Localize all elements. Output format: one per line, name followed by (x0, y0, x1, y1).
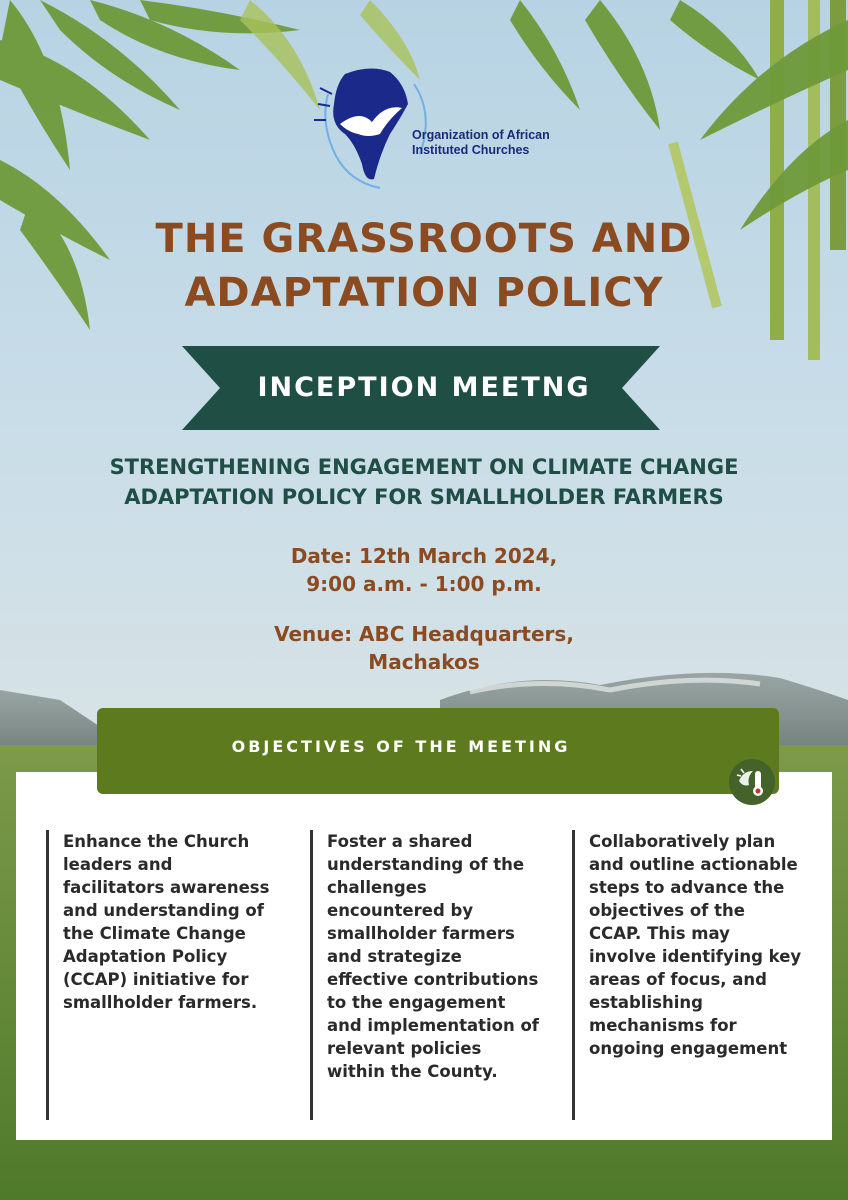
objective-2-line: challenges (327, 878, 427, 897)
objective-1-line: and understanding of (63, 901, 264, 920)
title-line1: THE GRASSROOTS AND (155, 216, 693, 262)
subtitle-line2: ADAPTATION POLICY FOR SMALLHOLDER FARMERS (124, 485, 724, 509)
objective-2-line: relevant policies (327, 1039, 482, 1058)
ribbon-label: INCEPTION MEETNG (257, 372, 591, 403)
title-line2: ADAPTATION POLICY (184, 270, 664, 316)
event-subtitle (40, 452, 808, 512)
objective-3-line: involve identifying key (589, 947, 802, 966)
venue-line1: Venue: ABC Headquarters, (274, 622, 574, 646)
objectives-title: OBJECTIVES OF THE MEETING (231, 737, 571, 756)
organization-name-line1: Organization of African (412, 128, 550, 142)
objective-1-line: the Climate Change (63, 924, 246, 943)
objective-1-line: leaders and (63, 855, 173, 874)
objective-3-line: establishing (589, 993, 703, 1012)
objective-2-line: and implementation of (327, 1016, 539, 1035)
objective-2-line: to the engagement (327, 993, 506, 1012)
objective-1-line: smallholder farmers. (63, 993, 258, 1012)
objective-1-line: facilitators awareness (63, 878, 270, 897)
subtitle-line1: STRENGTHENING ENGAGEMENT ON CLIMATE CHANGE (109, 455, 739, 479)
objective-3-line: Collaboratively plan (589, 832, 776, 851)
objective-1-line: Adaptation Policy (63, 947, 228, 966)
objective-3-line: mechanisms for (589, 1016, 737, 1035)
objective-3-line: and outline actionable (589, 855, 798, 874)
objective-2-line: within the County. (327, 1062, 498, 1081)
objective-2-line: effective contributions (327, 970, 539, 989)
objective-column-1 (46, 830, 299, 1120)
objective-column-2 (310, 830, 563, 1120)
climate-thermometer-icon (729, 759, 775, 805)
objective-3-line: steps to advance the (589, 878, 785, 897)
objective-3-line: CCAP. This may (589, 924, 730, 943)
objective-2-line: Foster a shared (327, 832, 473, 851)
date-line1: Date: 12th March 2024, (290, 544, 558, 568)
objective-2-line: encountered by (327, 901, 474, 920)
objective-1-line: (CCAP) initiative for (63, 970, 249, 989)
objective-2-line: and strategize (327, 947, 462, 966)
objective-column-3 (572, 830, 825, 1120)
objective-3-line: objectives of the (589, 901, 745, 920)
objective-1-line: Enhance the Church (63, 832, 250, 851)
date-line2: 9:00 a.m. - 1:00 p.m. (306, 572, 542, 596)
objective-2-line: understanding of the (327, 855, 525, 874)
objective-3-line: ongoing engagement (589, 1039, 788, 1058)
organization-name-line2: Instituted Churches (412, 143, 530, 157)
objective-3-line: areas of focus, and (589, 970, 767, 989)
page-title (0, 212, 848, 320)
event-details (0, 542, 848, 676)
objective-2-line: smallholder farmers (327, 924, 515, 943)
organization-name (412, 128, 572, 158)
venue-line2: Machakos (368, 650, 480, 674)
